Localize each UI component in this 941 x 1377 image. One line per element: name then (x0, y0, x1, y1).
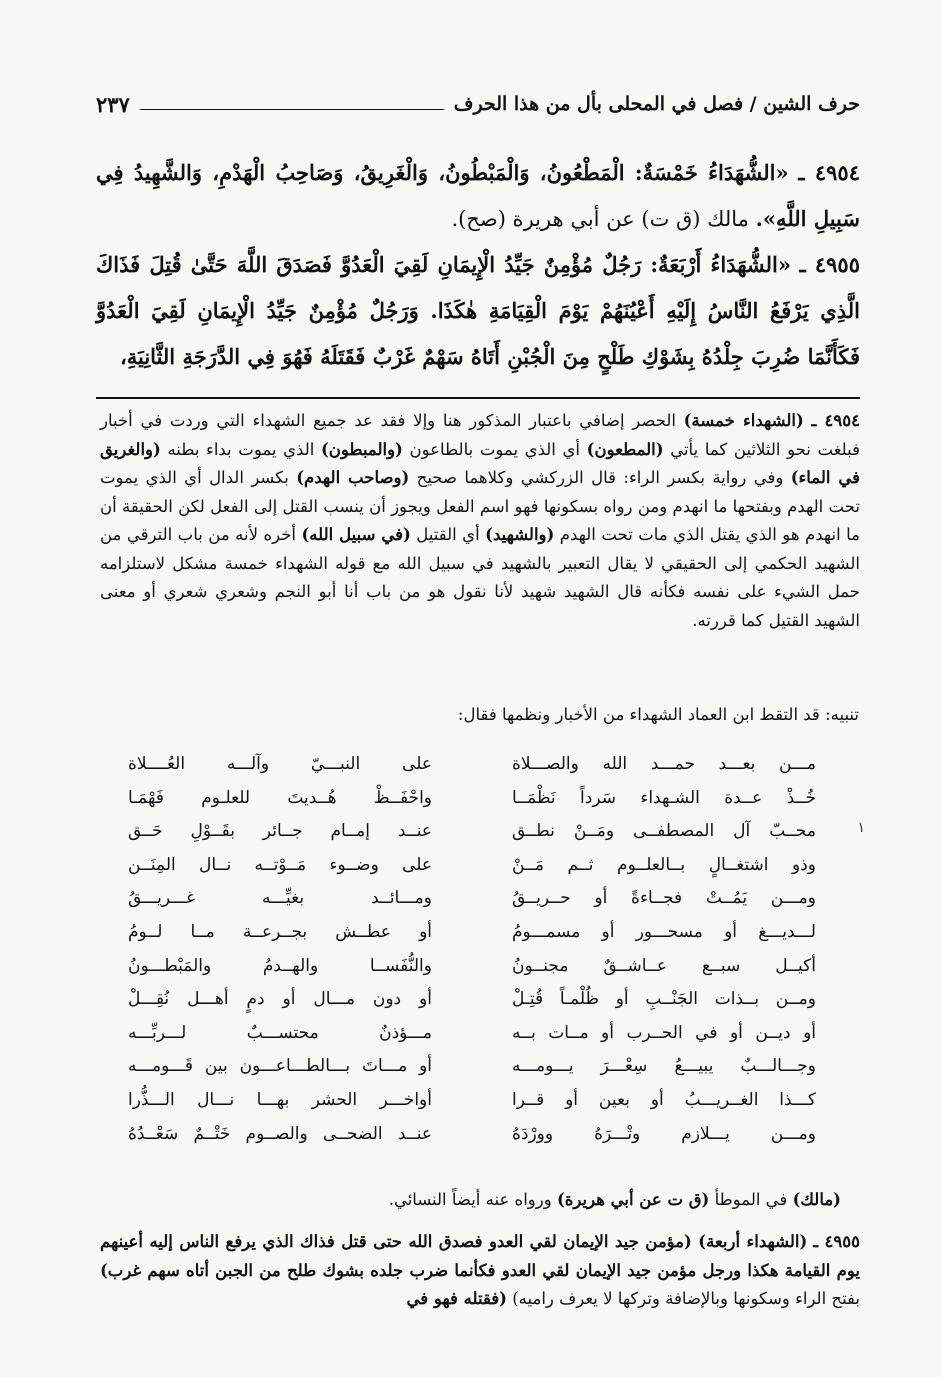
malik-source-line (389, 1190, 841, 1209)
page-number: ٢٣٧ (96, 91, 130, 117)
hadith-text: «الشُّهَدَاءُ خَمْسَةٌ: الْمَطْعُونُ، وَالْمَبْطُونُ، وَالْغَرِيقُ، وَصَاحِبُ الْهَدْمِ، وَالشَّهِيدُ فِي سَبِيلِ اللَّهِ». (96, 160, 860, 231)
source-keyword: (مالك) (792, 1190, 841, 1209)
running-title: حرف الشين / فصل في المحلى بأل من هذا الحرف (453, 93, 860, 115)
poem-hemistich: على النبـــيّ وآلـــه العُــــلاة (128, 754, 432, 774)
poem-hemistich: أو ديــن أو في الحــرب أو مــات بــه (512, 1022, 816, 1043)
commentary-text: أخره لأنه من باب الترقي من الشهيد الحكمي إلى الحقيقي لا يقال التعبير بالشهيد في سبيل الله مع قوله الشهداء خمسة مشكل لاستلزامه حمل الشيء على نفسه فكأنه قال الشهيد شهيد لأنا نقول هو من باب أنا أبو النجم وشعري شعري أو معنى الشهيد القتيل كما قررته. (100, 525, 860, 630)
poem-hemistich: وذو اشتغــالٍ بــالعلــوم ثــم مَــنْ (512, 854, 816, 875)
poem-hemistich: أو مـــاتَ بـــالطـــاعـــون بين قَـــومـــه (128, 1056, 432, 1077)
commentary-4955 (100, 1228, 860, 1314)
poem-hemistich: عنــد إمــام جــائر بقَــوْلِ حَــق (128, 821, 432, 842)
commentary-text: أي القتيل (410, 525, 486, 544)
poem-hemistich: وجـــالـــبٌ يبيـــعُ سِعْـــرَ يـــومـــه (512, 1056, 816, 1077)
poem-hemistich: كـــذا الغــريـــبُ أو بعين أو قــرا (512, 1089, 816, 1110)
poem-hemistich: أو عطــش بجــرعــة مــا لــومُ (128, 921, 432, 942)
commentary-keyword: (والمبطون) (320, 439, 403, 459)
commentary-number: ٤٩٥٤ ـ (811, 411, 860, 430)
commentary-keyword: (في سبيل الله) (301, 525, 411, 544)
poem (128, 748, 816, 1151)
commentary-keyword: (المطعون) (586, 439, 664, 459)
hadith-4955 (96, 242, 860, 380)
commentary-number: ٤٩٥٥ ـ (813, 1232, 860, 1251)
hadith-text: «الشُّهَدَاءُ أَرْبَعَةٌ: رَجُلٌ مُؤْمِنٌ جَيِّدُ الْإِيمَانِ لَقِيَ الْعَدُوَّ فَصَدَقَ اللَّهَ حَتَّىٰ قُتِلَ فَذَاكَ الَّذِي يَرْفَعُ النَّاسُ إِلَيْهِ أَعْيُنَهُمْ يَوْمَ الْقِيَامَةِ هٰكَذَا. وَرَجُلٌ مُؤْمِنٌ جَيِّدُ الْإِيمَانِ لَقِيَ الْعَدُوَّ فَكَأَنَّمَا ضُرِبَ جِلْدُهُ بِشَوْكِ طَلْحٍ مِنَ الْجُبْنِ أَتَاهُ سَهْمٌ غَرْبٌ فَقَتَلَهُ فَهُوَ فِي الدَّرَجَةِ الثَّانِيَةِ، (96, 252, 860, 369)
poem-hemistich: واحْفَــظْ هُــديتَ للعلـوم فَهْمَـا (128, 787, 432, 808)
poem-hemistich: ومــن بــذات الجَنْــبِ أو ظُلْمـاً قُتِـلْ (512, 989, 816, 1010)
commentary-text: أي الذي يموت بالطاعون (402, 439, 587, 459)
hadith-number: ٤٩٥٤ ـ (798, 160, 860, 185)
poem-hemistich: لـــديـــغ أو مسحـــور أو مسمـــومُ (512, 921, 816, 942)
commentary-keyword: (الشهداء خمسة) (683, 411, 804, 430)
hadith-source: مالك (ق ت) عن أبي هريرة (صح). (451, 207, 749, 231)
poem-hemistich: ومـــن يَمُــتْ فجــاءةً أو حــريــقُ (512, 888, 816, 909)
poem-hemistich: أو دون مـــال أو دمٍ أهـــل نُقِـــلْ (128, 989, 432, 1010)
commentary-text: الحصر إضافي باعتبار المذكور هنا وإلا فقد عد جميع الشهداء التي وردت في أخبار فبلغت نحو الثلاثين كما يأتي (100, 411, 860, 459)
source-text: ورواه عنه أيضاً النسائي. (388, 1190, 557, 1209)
hadith-4954 (96, 150, 860, 242)
commentary-text: (مؤمن جيد الإيمان لقي العدو فصدق الله حتى قتل فذاك الذي يرفع الناس إليه أعينهم يوم القيامة هكذا ورجل مؤمن جيد الإيمان لقي العدو فكأنما ضرب جلده بشوك طلح من الجبن أتاه سهم غرب) (100, 1232, 860, 1280)
poem-hemistich: ومـــائــد بغيِّـــه غـــريـــقُ (128, 888, 432, 909)
poem-hemistich: مـــن بعـــد حمـــد الله والصـــلاة (512, 754, 816, 774)
margin-mark: ١ (857, 820, 865, 836)
commentary-keyword: (والغريق في الماء) (100, 439, 860, 487)
header-rule (140, 109, 444, 110)
commentary-text: بفتح الراء وسكونها وبالإضافة وتركها لا يعرف راميه) (507, 1289, 860, 1308)
poem-hemistich: والنُّفَســا والهــدمُ والمَبْطـــونُ (128, 955, 432, 976)
commentary-keyword: (والشهيد) (485, 525, 555, 544)
tanbih-note: تنبيه: قد التقط ابن العماد الشهداء من الأخبار ونظمها فقال: (457, 705, 859, 724)
commentary-text: بكسر الدال أي الذي يموت تحت الهدم وبفتحها ما انهدم ومن رواه بسكونها فهو اسم الفعل ويجوز أن ينسب القتل إلى الفعل لكن الحقيقة أن ما انهدم هو الذي يقتل الذي مات تحت الهدم (100, 468, 860, 544)
poem-hemistich: مـــؤذنٌ محتســـبٌ لـــربِّـــه (128, 1022, 432, 1043)
source-text: في الموطأ (709, 1190, 793, 1209)
poem-hemistich: على وضــوء مَــوْتــه نــال المِنَــن (128, 854, 432, 875)
poem-hemistich: محــبّ آل المصطفــى ومَــنْ نطــق (512, 821, 816, 842)
commentary-keyword: (الشهداء أربعة) (698, 1232, 808, 1251)
footnote-separator (96, 397, 860, 399)
source-keyword: (ق ت عن أبي هريرة) (556, 1190, 710, 1209)
poem-hemistich: أكيــل سبــع عــاشــقٌ مجنــونُ (512, 955, 816, 976)
commentary-text: الذي يموت بداء بطنه (160, 439, 321, 459)
running-header (96, 84, 860, 124)
commentary-4954 (100, 407, 860, 635)
poem-hemistich: خُــذْ عــدة الشـهداء سَرداً نَظْمَــا (512, 787, 816, 808)
poem-hemistich: ومـــن يـــلازم وتْـــرَهُ وورْدَهُ (512, 1123, 816, 1144)
hadith-number: ٤٩٥٥ ـ (799, 252, 860, 277)
poem-hemistich: أواخـــر الحشر بهـــا نـــال الـــذُّرا (128, 1089, 432, 1110)
commentary-text: وفي رواية بكسر الراء: قال الزركشي وكلاهما صحيح (409, 468, 791, 487)
commentary-keyword: (وصاحب الهدم) (296, 468, 410, 487)
commentary-keyword: (فقتله فهو في (406, 1289, 507, 1308)
poem-hemistich: عنــد الضحــى والصــوم خَتْــمٌ سَعْــدُهُ (128, 1123, 432, 1144)
